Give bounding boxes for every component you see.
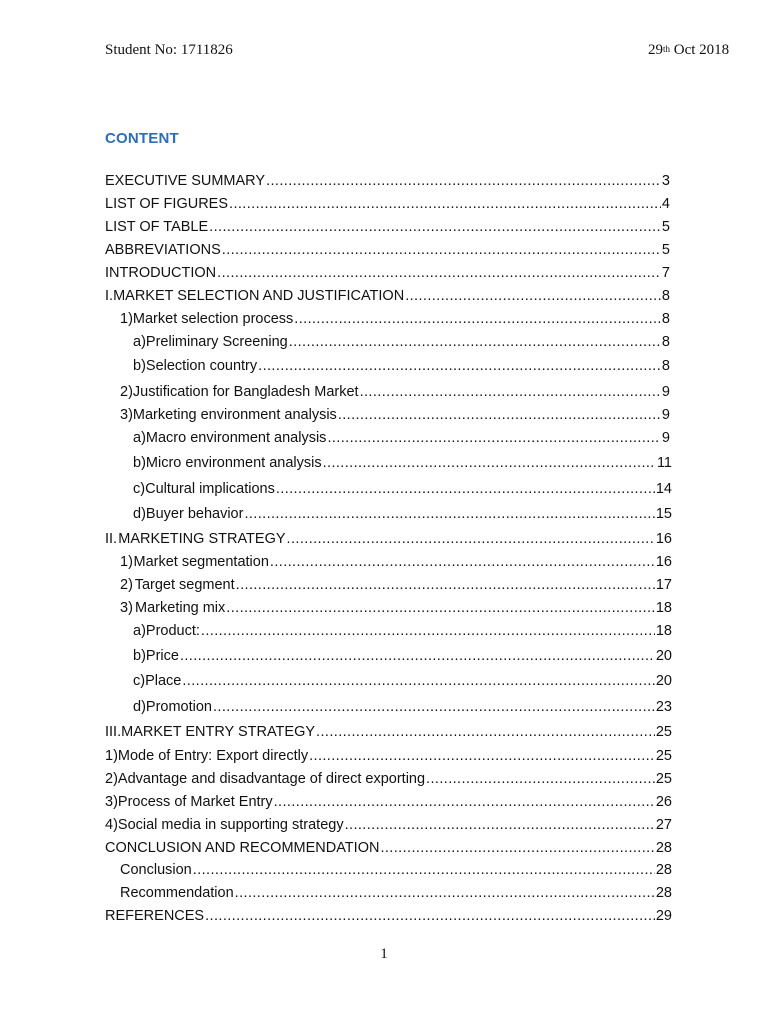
toc-entry[interactable]	[133, 672, 672, 690]
toc-entry-title: Recommendation	[120, 885, 234, 901]
toc-entry[interactable]	[133, 357, 670, 375]
toc-entry-page: 17	[655, 577, 672, 593]
toc-dot-leader	[274, 793, 655, 811]
toc-entry[interactable]	[120, 310, 670, 328]
toc-entry-title: Promotion	[145, 699, 212, 715]
toc-entry-title: Marketing environment analysis	[132, 407, 337, 423]
toc-entry-title: REFERENCES	[105, 908, 205, 924]
toc-entry-number: a)	[133, 623, 146, 639]
toc-entry-title: Marketing mix	[135, 600, 226, 616]
toc-entry[interactable]	[133, 480, 672, 498]
toc-entry[interactable]	[133, 622, 672, 640]
toc-entry-number: c)	[133, 673, 146, 689]
toc-dot-leader	[327, 429, 660, 447]
toc-entry[interactable]	[105, 816, 672, 834]
toc-dot-leader	[294, 310, 661, 328]
toc-entry-page: 9	[661, 407, 670, 423]
toc-entry-title: ABBREVIATIONS	[105, 242, 221, 258]
toc-entry-page: 20	[655, 673, 672, 689]
toc-entry-title: Market selection process	[132, 311, 294, 327]
date-suffix: th	[663, 44, 671, 54]
toc-entry-page: 4	[661, 196, 670, 212]
toc-entry[interactable]	[120, 576, 672, 594]
toc-entry[interactable]	[105, 195, 670, 213]
toc-entry-title: Preliminary Screening	[145, 334, 288, 350]
date-rest: Oct 2018	[670, 42, 730, 58]
toc-entry[interactable]	[105, 747, 672, 765]
toc-entry-page: 16	[655, 554, 672, 570]
toc-entry-number: c)	[133, 481, 146, 497]
toc-entry-number: b)	[133, 358, 146, 374]
toc-entry-title: Place	[145, 673, 182, 689]
toc-entry-title: Conclusion	[120, 862, 192, 878]
toc-entry-page: 18	[655, 623, 672, 639]
toc-entry-page: 25	[655, 748, 672, 764]
content-title: CONTENT	[105, 130, 179, 147]
toc-dot-leader	[205, 907, 655, 925]
toc-entry[interactable]	[120, 406, 670, 424]
toc-entry[interactable]	[105, 770, 672, 788]
toc-entry-title: Target segment	[134, 577, 235, 593]
toc-entry-page: 9	[661, 384, 670, 400]
toc-entry-page: 8	[661, 358, 670, 374]
toc-entry-page: 16	[655, 531, 672, 547]
header-date	[648, 42, 729, 59]
toc-entry-title: Price	[145, 648, 179, 664]
toc-dot-leader	[229, 195, 661, 213]
toc-dot-leader	[209, 218, 661, 236]
toc-entry-title: Advantage and disadvantage of direct exporting	[117, 771, 426, 787]
toc-dot-leader	[180, 647, 655, 665]
toc-dot-leader	[235, 884, 655, 902]
toc-entry[interactable]	[105, 793, 672, 811]
toc-entry-page: 20	[655, 648, 672, 664]
toc-entry-number: d)	[133, 506, 146, 522]
toc-entry-page: 25	[655, 724, 672, 740]
toc-entry-title: Mode of Entry: Export directly	[117, 748, 309, 764]
toc-dot-leader	[270, 553, 655, 571]
toc-entry-title: LIST OF TABLE	[105, 219, 209, 235]
toc-entry-title: Cultural implications	[145, 481, 275, 497]
toc-dot-leader	[201, 622, 655, 640]
toc-entry-page: 27	[655, 817, 672, 833]
toc-entry[interactable]	[105, 839, 672, 857]
toc-entry-number: 2)	[105, 771, 118, 787]
toc-entry[interactable]	[105, 530, 672, 548]
toc-entry-page: 15	[655, 506, 672, 522]
toc-entry-number: d)	[133, 699, 146, 715]
toc-dot-leader	[244, 505, 654, 523]
toc-entry-page: 18	[655, 600, 672, 616]
toc-dot-leader	[323, 454, 656, 472]
toc-entry-page: 28	[655, 840, 672, 856]
toc-entry-number: 3)	[120, 407, 133, 423]
toc-entry-title: Market segmentation	[133, 554, 269, 570]
toc-entry[interactable]	[120, 553, 672, 571]
toc-entry[interactable]	[120, 861, 672, 879]
toc-entry-number: 1)	[120, 311, 133, 327]
toc-entry[interactable]	[105, 241, 670, 259]
toc-entry-page: 8	[661, 311, 670, 327]
toc-entry-page: 5	[661, 242, 670, 258]
toc-entry-title: Selection country	[145, 358, 258, 374]
toc-entry-title: EXECUTIVE SUMMARY	[105, 173, 266, 189]
toc-entry-page: 14	[655, 481, 672, 497]
toc-entry-page: 3	[661, 173, 670, 189]
toc-entry[interactable]	[120, 383, 670, 401]
toc-dot-leader	[236, 576, 655, 594]
toc-dot-leader	[405, 287, 661, 305]
toc-entry-page: 11	[656, 455, 672, 471]
toc-entry-page: 8	[661, 334, 670, 350]
toc-entry-title: CONCLUSION AND RECOMMENDATION	[105, 840, 380, 856]
toc-dot-leader	[345, 816, 655, 834]
toc-entry-title: MARKET ENTRY STRATEGY	[121, 724, 316, 740]
toc-dot-leader	[338, 406, 661, 424]
toc-dot-leader	[360, 383, 661, 401]
toc-entry-page: 28	[655, 862, 672, 878]
toc-dot-leader	[316, 723, 655, 741]
toc-entry-number: 1)	[120, 554, 133, 570]
toc-dot-leader	[222, 241, 661, 259]
toc-entry[interactable]	[133, 505, 672, 523]
toc-entry-title: Product:	[145, 623, 200, 639]
toc-entry-title: LIST OF FIGURES	[105, 196, 229, 212]
toc-entry-title: MARKETING STRATEGY	[118, 531, 286, 547]
toc-entry[interactable]	[105, 264, 670, 282]
date-day: 29	[648, 42, 663, 58]
toc-entry[interactable]	[133, 698, 672, 716]
page-number: 1	[380, 946, 388, 962]
toc-dot-leader	[266, 172, 661, 190]
toc-entry-title: Buyer behavior	[145, 506, 244, 522]
toc-entry-number: 4)	[105, 817, 118, 833]
toc-entry-title: MARKET SELECTION AND JUSTIFICATION	[113, 288, 405, 304]
toc-entry-number: I.	[105, 288, 114, 304]
toc-entry-title: Process of Market Entry	[117, 794, 273, 810]
toc-dot-leader	[287, 530, 655, 548]
toc-entry-page: 7	[661, 265, 670, 281]
toc-entry-number: 2)	[120, 577, 133, 593]
toc-entry-number: 3)	[120, 600, 133, 616]
toc-entry-number: 1)	[105, 748, 118, 764]
toc-entry[interactable]	[133, 454, 672, 472]
toc-dot-leader	[258, 357, 661, 375]
toc-entry[interactable]	[105, 723, 672, 741]
toc-entry[interactable]	[133, 333, 670, 351]
toc-entry-title: Justification for Bangladesh Market	[132, 384, 359, 400]
toc-dot-leader	[426, 770, 655, 788]
toc-entry[interactable]	[120, 599, 672, 617]
toc-entry-title: INTRODUCTION	[105, 265, 217, 281]
toc-entry-title: Macro environment analysis	[145, 430, 327, 446]
toc-entry-number: III.	[105, 724, 122, 740]
toc-entry-page: 23	[655, 699, 672, 715]
toc-dot-leader	[182, 672, 654, 690]
toc-dot-leader	[213, 698, 655, 716]
toc-entry[interactable]	[133, 647, 672, 665]
toc-entry[interactable]	[105, 907, 672, 925]
toc-entry-number: 2)	[120, 384, 133, 400]
toc-dot-leader	[193, 861, 655, 879]
toc-entry-number: b)	[133, 648, 146, 664]
header-student-no: Student No: 1711826	[105, 42, 233, 58]
toc-entry-page: 25	[655, 771, 672, 787]
toc-entry[interactable]	[133, 429, 670, 447]
toc-entry[interactable]	[120, 884, 672, 902]
toc-entry-page: 28	[655, 885, 672, 901]
toc-entry-page: 9	[661, 430, 670, 446]
toc-entry-page: 26	[655, 794, 672, 810]
toc-entry[interactable]	[105, 287, 670, 305]
toc-entry[interactable]	[105, 218, 670, 236]
toc-dot-leader	[309, 747, 655, 765]
toc-entry-number: II.	[105, 531, 118, 547]
toc-entry-number: a)	[133, 430, 146, 446]
toc-dot-leader	[380, 839, 654, 857]
toc-entry-title: Micro environment analysis	[145, 455, 322, 471]
toc-dot-leader	[217, 264, 661, 282]
toc-dot-leader	[276, 480, 655, 498]
toc-entry-number: a)	[133, 334, 146, 350]
toc-dot-leader	[226, 599, 655, 617]
toc-entry[interactable]	[105, 172, 670, 190]
toc-entry-number: 3)	[105, 794, 118, 810]
toc-entry-title: Social media in supporting strategy	[117, 817, 344, 833]
toc-dot-leader	[289, 333, 661, 351]
toc-entry-page: 8	[661, 288, 670, 304]
toc-entry-page: 5	[661, 219, 670, 235]
toc-entry-number: b)	[133, 455, 146, 471]
toc-entry-page: 29	[655, 908, 672, 924]
